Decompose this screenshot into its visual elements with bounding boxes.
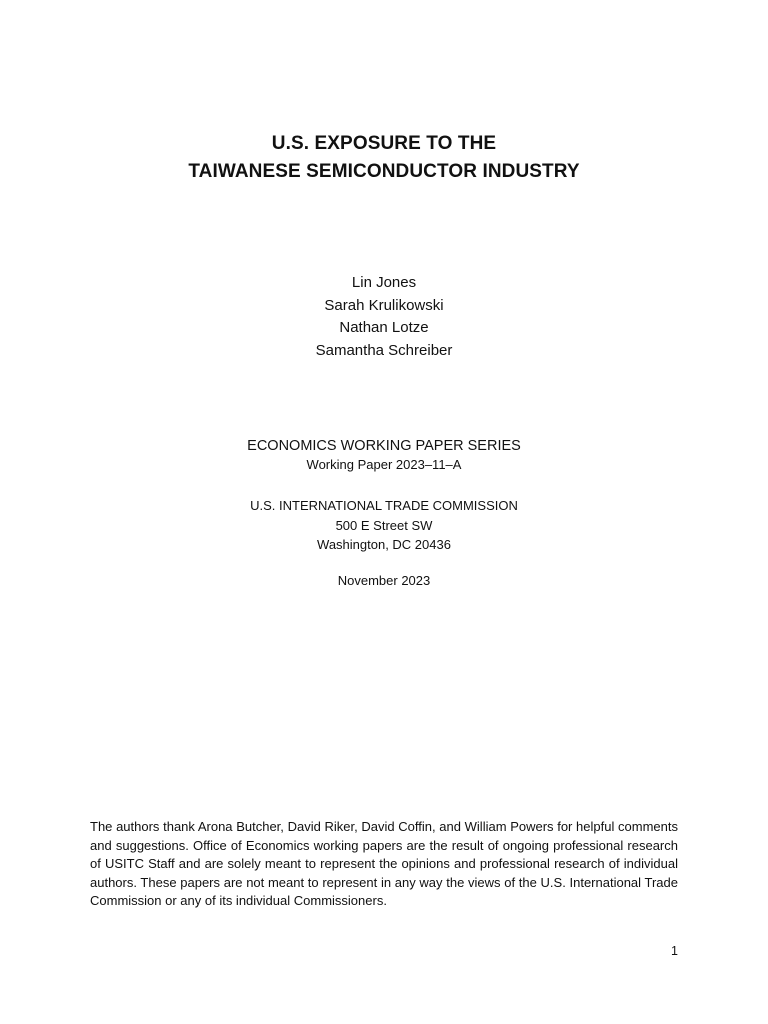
- page-number: 1: [671, 944, 678, 958]
- organization-block: [0, 496, 768, 555]
- acknowledgment-paragraph: The authors thank Arona Butcher, David Riker, David Coffin, and William Powers for helpful comments and suggestions. Office of Economics working papers are the result of ongoing professional research of USITC Staff and are solely meant to represent the opinions and professional research of individual authors. These papers are not meant to represent in any way the views of the U.S. International Trade Commission or any of its individual Commissioners.: [90, 819, 678, 909]
- author-name: Samantha Schreiber: [315, 341, 453, 359]
- author-name: Lin Jones: [351, 274, 417, 291]
- series-block: [0, 436, 768, 474]
- organization-city: Washington, DC 20436: [317, 537, 451, 552]
- series-name: ECONOMICS WORKING PAPER SERIES: [247, 438, 521, 454]
- title-line-2: TAIWANESE SEMICONDUCTOR INDUSTRY: [188, 161, 580, 182]
- paper-title: [0, 130, 768, 186]
- author-name: Sarah Krulikowski: [324, 296, 444, 314]
- working-paper-number: Working Paper 2023–11–A: [306, 457, 462, 472]
- author-list: [0, 272, 768, 362]
- organization-street: 500 E Street SW: [335, 517, 433, 533]
- organization-name: U.S. INTERNATIONAL TRADE COMMISSION: [250, 498, 518, 513]
- title-line-1: U.S. EXPOSURE TO THE: [271, 133, 497, 154]
- author-name: Nathan Lotze: [339, 319, 429, 336]
- publication-date: November 2023: [337, 573, 431, 588]
